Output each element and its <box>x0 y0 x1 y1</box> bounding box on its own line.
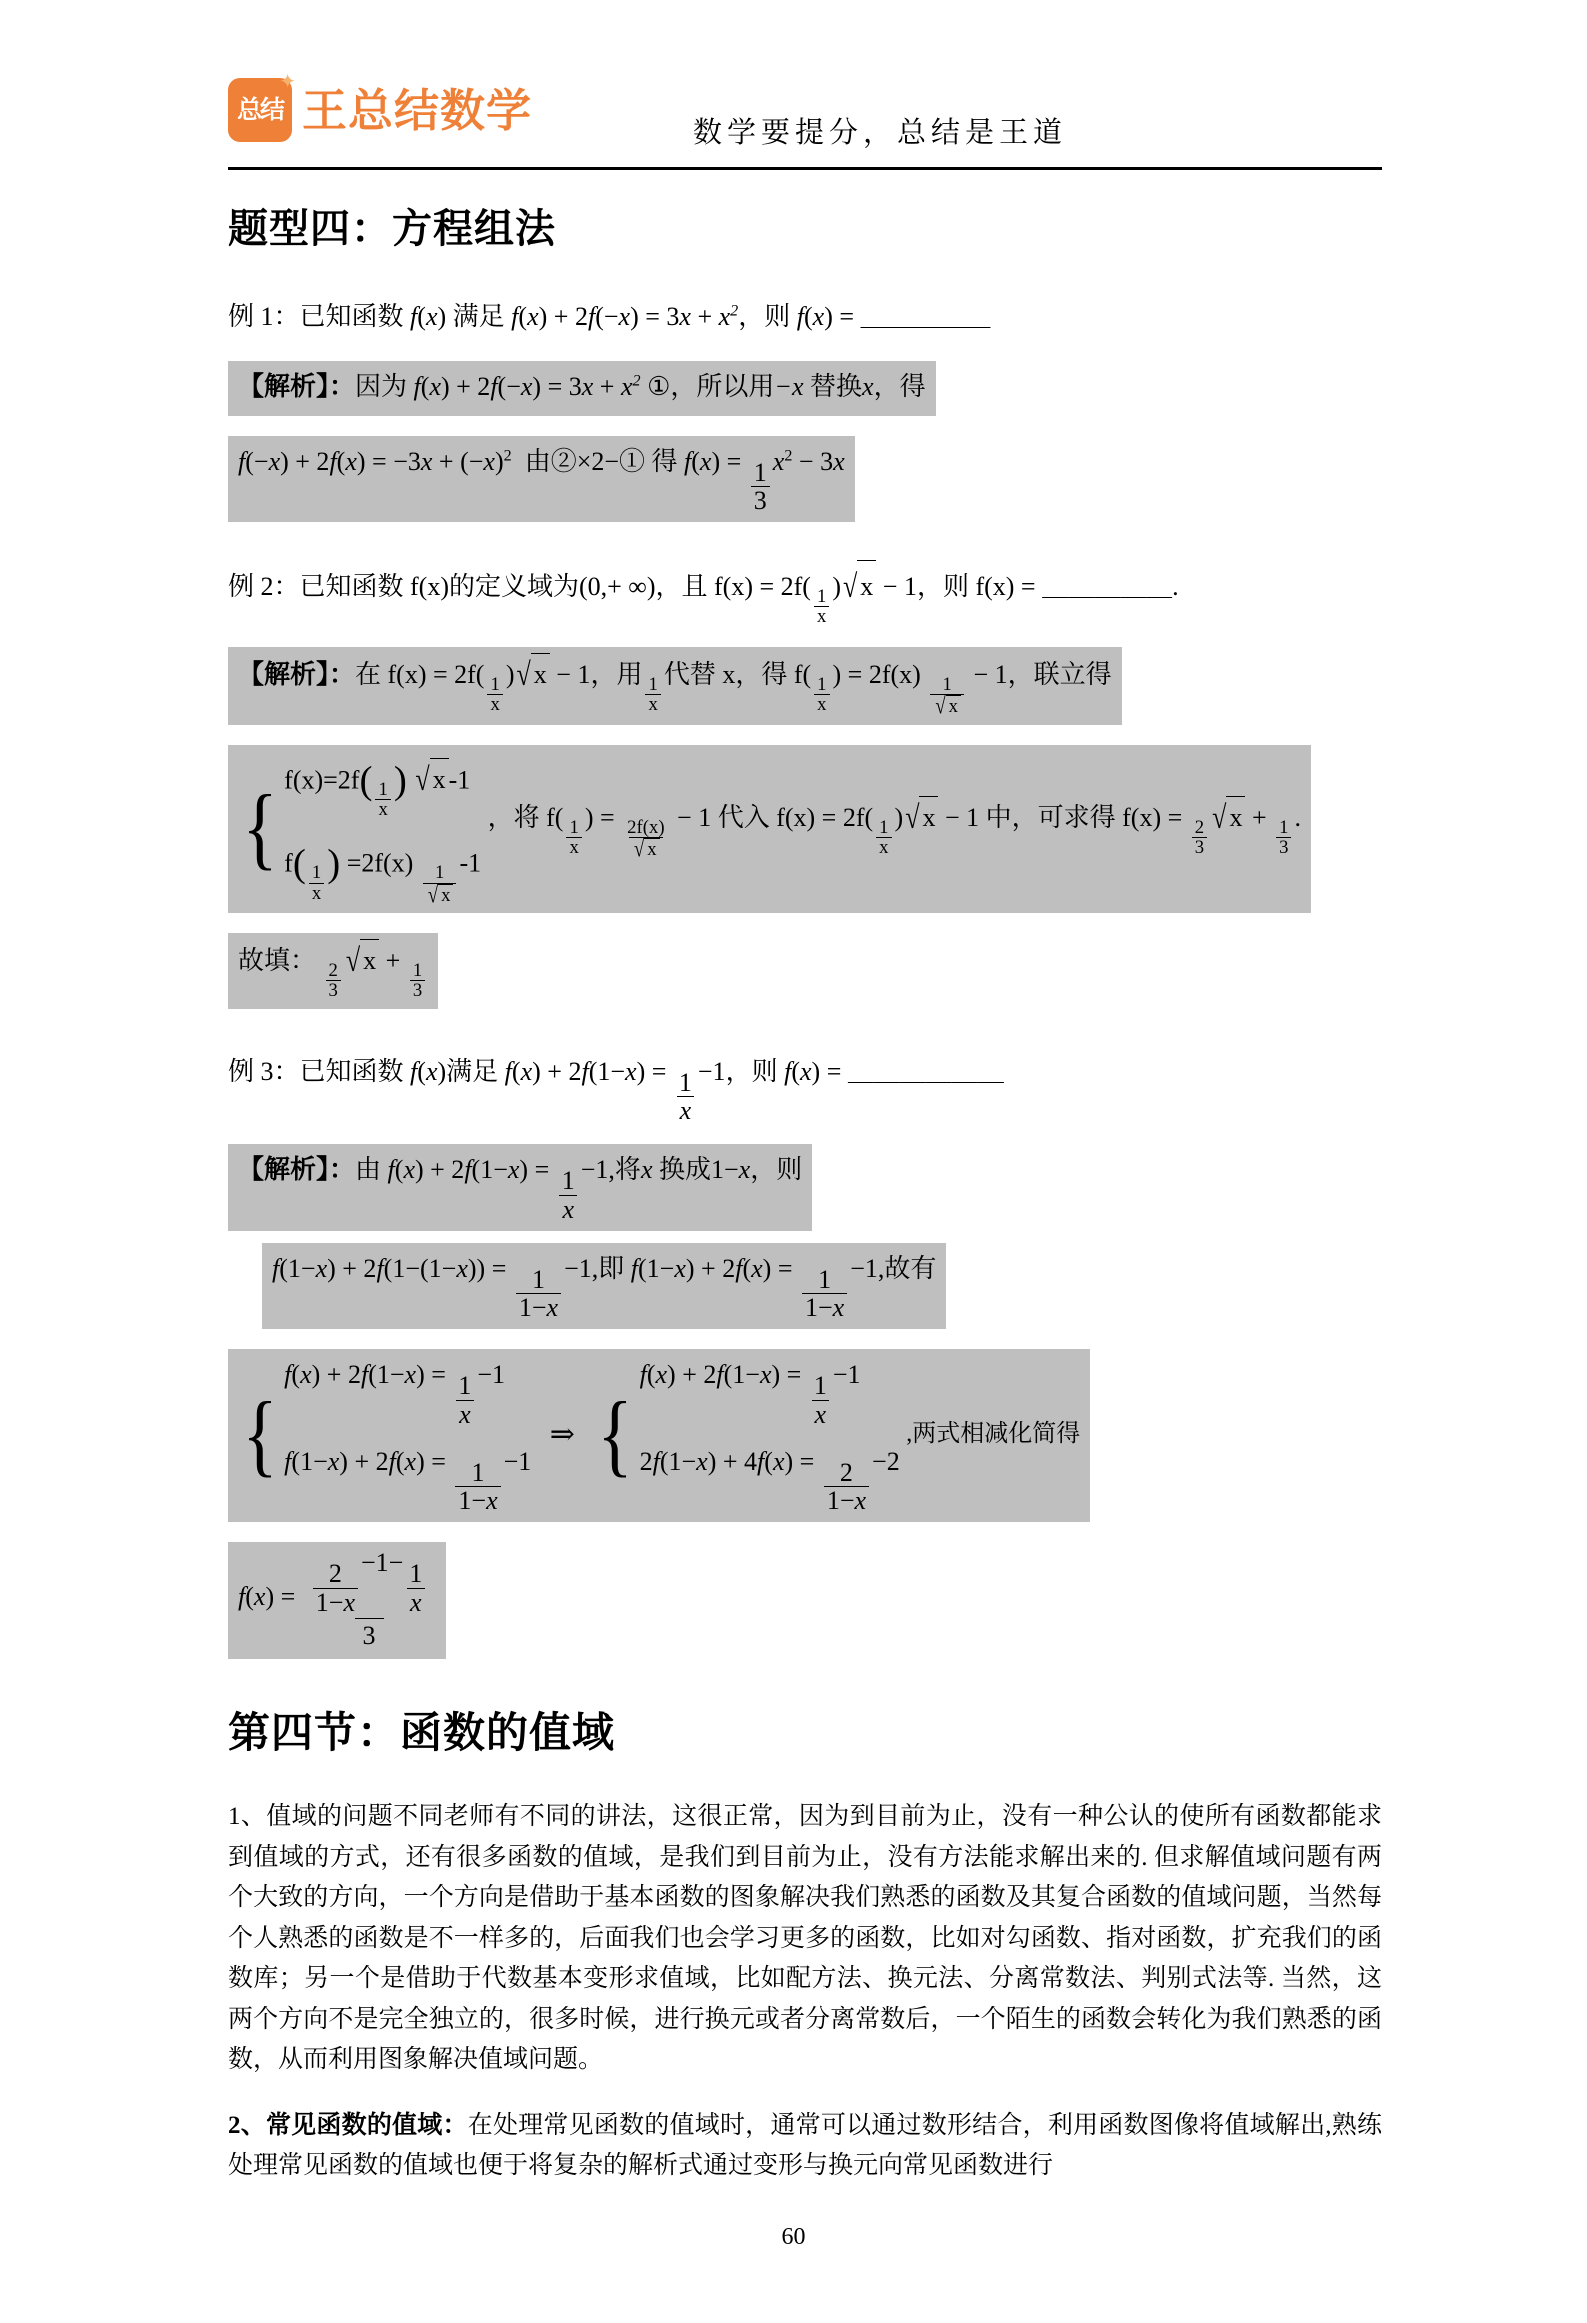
example-1-solution-line-2-wrap <box>228 436 1382 523</box>
paragraph-2-lead: 2、常见函数的值域： <box>228 2111 468 2139</box>
equation-system-2 <box>238 751 482 909</box>
paragraph-2-text: 在处理常见函数的值域时，通常可以通过数形结合，利用函数图像将值域解出,熟练处理常见函数的值域也便于将复杂的解析式通过变形与换元向常见函数进行 <box>228 2111 1382 2180</box>
left-brace: { <box>242 776 278 879</box>
sol1-var: x <box>862 372 874 402</box>
example-3-solution-line-1: 【解析】：由 f(x) + 2f(1−x) = $\frac{1}{x}$ −1,将x 换成1−x，则 <box>228 1144 812 1231</box>
page-header <box>228 71 1382 170</box>
example-1-solution-line-1-wrap <box>228 361 1382 415</box>
left-brace-b: { <box>597 1383 634 1486</box>
example-3-tail: ，则 <box>725 1056 778 1086</box>
system3-right-row-2: 2f(1−x) + 4f(x) = $\frac{2}{1-x}$ −2 <box>639 1446 900 1516</box>
solution-label-3: 【解析】： <box>238 1155 356 1185</box>
example-2-final-answer: 故填： $\frac{2}{3}$ √ x + $\frac{1}{3}$ <box>228 933 438 1009</box>
paragraph-2 <box>228 2106 1382 2187</box>
system-row-1: f(x)=2f( $\frac{1}{x}$ ) √ x -1 <box>284 758 471 821</box>
sol1-a: 因为 <box>355 372 408 402</box>
final-label-2: 故填： <box>238 946 317 976</box>
sol1-sub: −x <box>774 372 804 402</box>
example-2-blank: ＿＿＿＿＿ <box>1042 572 1173 602</box>
example-3-mid: 满足 <box>446 1056 499 1086</box>
page-number: 60 <box>781 2224 806 2250</box>
section-title: 第四节：函数的值域 <box>228 1710 616 1757</box>
example-2-solution-system: { f(x)=2f( $\frac{1}{x}$ ) √ x -1 f( $\frac{1}{x}$ ) =2f(x) $\frac{1}{√ x}$ -1 ，将 f( $\frac{1}{x}$ ) = $\frac{2f(x)}{√ x}$ − 1 代入 f(x) = 2f( $\frac{1}{x}$ )√ x − 1 中，可求得 f(x) = $\frac{2}{3}$ √ x + $\frac{1}{3}$ . <box>228 745 1311 913</box>
example-1-solution-line-1: 【解析】：因为 $f(x) + 2f(-x) = 3x + x^2$ ①，所以用−x 替换x，得 <box>228 361 936 415</box>
sol1-d: ，得 <box>873 372 926 402</box>
sol3-line2-tail: ,故有 <box>877 1253 937 1283</box>
sol3-c: 换成 <box>658 1155 711 1185</box>
equation-system-3-left <box>238 1355 531 1514</box>
implies-arrow: ⇒ <box>549 1417 575 1451</box>
example-1-tail: ，则 <box>738 302 791 331</box>
solution-label-1: 【解析】： <box>238 372 356 402</box>
system3-left-row-1: f(x) + 2f(1−x) = $\frac{1}{x}$ −1 <box>284 1360 506 1429</box>
example-1-prompt: 例 1：已知函数 f(x) 满足 $f(x) + 2f(-x) = 3x + x^2$，则 f(x) = ＿＿＿＿＿ <box>228 302 991 331</box>
example-3-prompt: 例 3：已知函数 f(x)满足 f(x) + 2f(1−x) = $\frac{1}{x}$ −1，则 f(x) = ＿＿＿＿＿＿ <box>228 1056 1004 1126</box>
header-tagline: 数学要提分，总结是王道 <box>693 117 1068 149</box>
sol3-var: x <box>640 1155 653 1185</box>
equation-system-3-right <box>593 1355 899 1514</box>
brand-logo <box>228 71 533 142</box>
sol1-b: ，所以用 <box>670 372 775 402</box>
system-row-2: f( $\frac{1}{x}$ ) =2f(x) $\frac{1}{√ x}$ -1 <box>284 842 482 909</box>
page-content <box>228 204 1382 2187</box>
example-3-final-answer: f(x) = $\frac{2}{1-x}$ −1− $\frac{1}{x}$ 3 <box>228 1542 446 1658</box>
example-3-systems <box>228 1349 1090 1522</box>
example-1-prefix: 已知函数 <box>299 302 404 331</box>
example-2-prompt: 例 2：已知函数 f(x)的定义域为(0,+ ∞)，且 f(x) = 2f( $\frac{1}{x}$ )√ x − 1，则 f(x) = ＿＿＿＿＿. <box>228 560 1382 627</box>
example-2-solution-line-1: 【解析】：在 f(x) = 2f( $\frac{1}{x}$ )√ x − 1，用 $\frac{1}{x}$ 代替 x，得 f( $\frac{1}{x}$ ) = 2f(x) $\frac{1}{√ x}$ − 1，联立得 <box>228 647 1122 725</box>
paragraph-1: 1、值域的问题不同老师有不同的讲法，这很正常，因为到目前为止，没有一种公认的使所有函数都能求到值域的方式，还有很多函数的值域，是我们到目前为止，没有方法能求解出来的. 但求解值域问题有两个大致的方向，一个方向是借助于基本函数的图象解决我们熟悉的函数及其复合函数的值域问题，当然每个人熟悉的函数是不一样多的，后面我们也会学习更多的函数，比如对勾函数、指对函数，扩充我们的函数库；另一个是借助于代数基本变形求值域，比如配方法、换元法、分离常数法、判别式法等. 当然，这两个方向不是完全独立的，很多时候，进行换元或者分离常数后，一个陌生的函数会转化为我们熟悉的函数，从而利用图象解决值域问题。 <box>228 1803 1382 2074</box>
example-3-prefix: 已知函数 <box>299 1056 404 1086</box>
sol1-line2-mid: 由②×2−① 得 <box>524 446 678 476</box>
example-1-mid: 满足 <box>452 302 505 331</box>
system3-left-row-2: f(1−x) + 2f(x) = $\frac{1}{1-x}$ −1 <box>284 1446 532 1516</box>
example-2-final-wrap <box>228 933 1382 1009</box>
sol3-e: ，则 <box>750 1155 803 1185</box>
example-3-systems-wrap <box>228 1349 1382 1522</box>
document-page <box>0 71 1587 2323</box>
example-3-solution-line-2-wrap <box>262 1243 1382 1330</box>
example-2-period: . <box>1172 572 1179 602</box>
example-3-blank: ＿＿＿＿＿＿ <box>847 1056 1004 1086</box>
example-3-solution-line-1-wrap <box>228 1144 1382 1231</box>
example-2-solution-system-wrap <box>228 745 1382 913</box>
sol3-b: ,将 <box>608 1155 641 1185</box>
final-big-fraction: $\frac{2}{1-x}$ −1− $\frac{1}{x}$ 3 <box>302 1548 437 1650</box>
logo-badge-icon <box>228 71 296 142</box>
example-3-label: 例 3： <box>228 1056 300 1086</box>
system3-right-row-1: f(x) + 2f(1−x) = $\frac{1}{x}$ −1 <box>639 1360 861 1429</box>
solution-label-2: 【解析】： <box>238 660 356 690</box>
example-3-solution-line-2: f(1−x) + 2f(1−(1−x)) = $\frac{1}{1-x}$ −1,即 f(1−x) + 2f(x) = $\frac{1}{1-x}$ −1,故有 <box>262 1243 946 1330</box>
brand-name: 王总结数学 <box>302 84 533 136</box>
sol3-a: 由 <box>355 1155 382 1185</box>
example-1-blank: ＿＿＿＿＿ <box>860 302 991 331</box>
example-1-label: 例 1： <box>228 302 300 331</box>
example-3-final-wrap <box>228 1542 1382 1658</box>
sparkle-icon: ✦ <box>279 71 296 93</box>
system3-tail: ,两式相减化简得 <box>906 1421 1081 1448</box>
header-divider <box>228 167 1382 170</box>
sol3-line2-mid: ,即 <box>591 1253 625 1283</box>
logo-badge-text: 总结 <box>236 95 283 124</box>
example-1-solution-line-2: $f(-x) + 2f(x) = -3x + (-x)^2$ 由②×2−① 得 f(x) = $\frac{1}{3}$ $x^2 - 3x$ <box>228 436 855 523</box>
example-2-label: 例 2： <box>228 572 300 602</box>
left-brace-a: { <box>242 1383 278 1486</box>
sol1-c: 替换 <box>810 372 863 402</box>
example-2-solution-line-1-wrap <box>228 647 1382 725</box>
topic-title: 题型四：方程组法 <box>228 206 556 251</box>
